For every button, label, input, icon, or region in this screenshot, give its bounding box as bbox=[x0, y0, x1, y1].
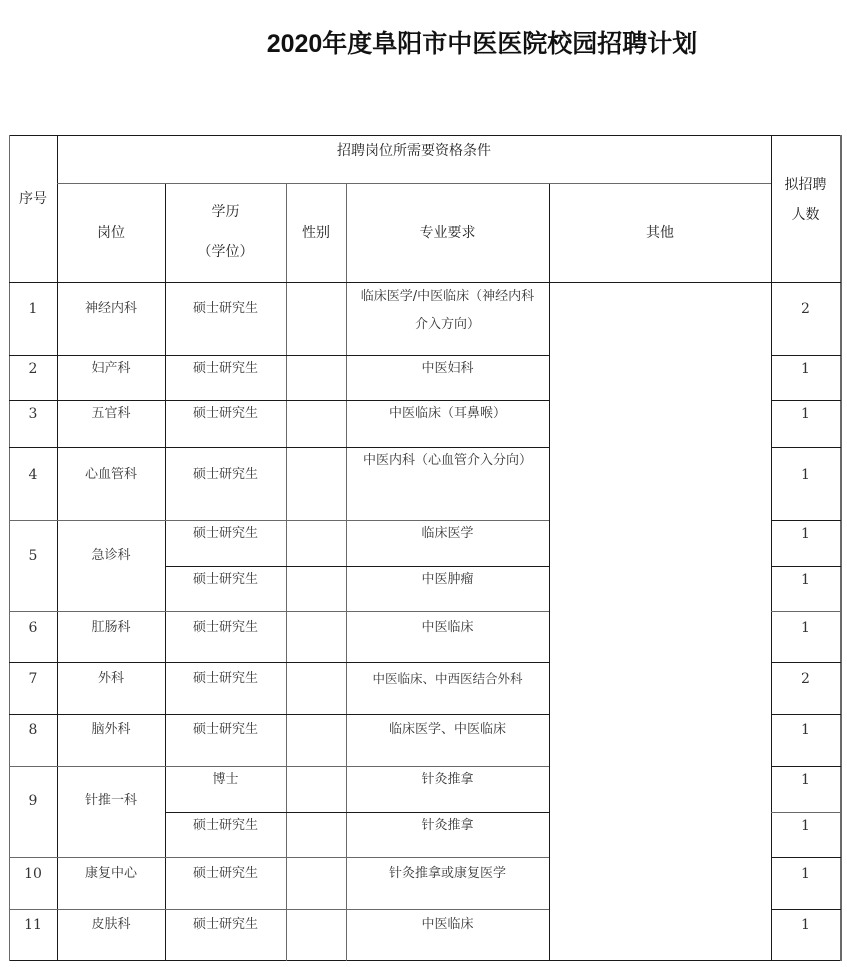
row-10-education: 硕士研究生 bbox=[192, 866, 258, 881]
hline-row10 bbox=[9, 909, 549, 910]
page-title: 2020年度阜阳市中医医院校园招聘计划 bbox=[266, 30, 698, 58]
hline-row7 bbox=[9, 714, 549, 715]
row-10-position: 康复中心 bbox=[84, 866, 137, 881]
hline-row2-count bbox=[771, 400, 841, 401]
row-5-position: 急诊科 bbox=[91, 548, 131, 563]
row-2-major: 中医妇科 bbox=[421, 361, 474, 376]
row-5a-education: 硕士研究生 bbox=[192, 526, 258, 541]
row-7-major: 中医临床、中西医结合外科 bbox=[372, 671, 523, 686]
vline-other bbox=[771, 135, 772, 961]
row-2-education: 硕士研究生 bbox=[192, 361, 258, 376]
header-count bbox=[771, 135, 840, 282]
row-9a-count: 1 bbox=[801, 772, 810, 788]
row-2-count: 1 bbox=[801, 361, 810, 377]
hline-row1-count bbox=[771, 355, 841, 356]
row-4-count: 1 bbox=[801, 467, 810, 483]
hline-row5a-count bbox=[771, 566, 841, 567]
row-5a-major: 临床医学 bbox=[421, 526, 474, 541]
table-border-bottom bbox=[9, 960, 841, 961]
vline-position bbox=[165, 183, 166, 961]
hline-row4-count bbox=[771, 520, 841, 521]
hline-row1 bbox=[9, 355, 549, 356]
hline-header-bottom bbox=[9, 282, 841, 283]
row-4-index: 4 bbox=[28, 467, 38, 483]
row-8-index: 8 bbox=[28, 722, 38, 738]
row-5-index: 5 bbox=[28, 548, 38, 564]
row-5a-count: 1 bbox=[801, 526, 810, 542]
hline-row4 bbox=[9, 520, 549, 521]
row-7-count: 2 bbox=[801, 671, 810, 687]
row-4-education: 硕士研究生 bbox=[192, 467, 258, 482]
row-4-major: 中医内科（心血管介入分向） bbox=[362, 453, 532, 468]
row-9b-major: 针灸推拿 bbox=[421, 818, 474, 833]
hline-row5 bbox=[9, 611, 549, 612]
hline-row3 bbox=[9, 447, 549, 448]
row-8-position: 脑外科 bbox=[91, 722, 131, 737]
row-10-count: 1 bbox=[801, 866, 810, 882]
row-11-index: 11 bbox=[24, 917, 42, 933]
row-7-position: 外科 bbox=[97, 671, 124, 686]
row-6-major: 中医临床 bbox=[421, 620, 474, 635]
row-1-count: 2 bbox=[801, 301, 810, 317]
row-1-major: 临床医学/中医临床（神经内科介入方向） bbox=[360, 289, 535, 332]
row-1-index: 1 bbox=[28, 301, 38, 317]
row-10-major: 针灸推拿或康复医学 bbox=[388, 866, 506, 881]
row-3-position: 五官科 bbox=[91, 406, 131, 421]
row-2-index: 2 bbox=[28, 361, 38, 377]
hline-row5-count bbox=[771, 611, 841, 612]
header-position: 岗位 bbox=[97, 224, 125, 241]
table-border-left bbox=[9, 135, 10, 961]
row-10-index: 10 bbox=[24, 866, 42, 882]
vline-index bbox=[57, 135, 58, 961]
header-gender: 性别 bbox=[302, 224, 330, 241]
table-border-top bbox=[9, 135, 841, 136]
row-3-education: 硕士研究生 bbox=[192, 406, 258, 421]
row-3-count: 1 bbox=[801, 406, 810, 422]
row-9b-count: 1 bbox=[801, 818, 810, 834]
hline-row9a bbox=[165, 812, 549, 813]
hline-subheader bbox=[57, 183, 771, 184]
table-border-right bbox=[840, 135, 842, 961]
row-9b-education: 硕士研究生 bbox=[192, 818, 258, 833]
header-group: 招聘岗位所需要资格条件 bbox=[337, 143, 491, 159]
hline-row8 bbox=[9, 766, 549, 767]
hline-row8-count bbox=[771, 766, 841, 767]
vline-major bbox=[549, 183, 550, 961]
vline-gender bbox=[346, 183, 347, 961]
header-index: 序号 bbox=[19, 191, 47, 207]
hline-row9a-count bbox=[771, 812, 841, 813]
row-7-index: 7 bbox=[28, 671, 38, 687]
row-6-index: 6 bbox=[28, 620, 38, 636]
hline-row9 bbox=[9, 857, 549, 858]
row-2-position: 妇产科 bbox=[91, 361, 131, 376]
row-3-major: 中医临床（耳鼻喉） bbox=[388, 406, 506, 421]
row-8-count: 1 bbox=[801, 722, 810, 738]
row-11-position: 皮肤科 bbox=[91, 917, 131, 932]
row-9-position: 针推一科 bbox=[84, 793, 137, 808]
hline-row10-count bbox=[771, 909, 841, 910]
row-6-education: 硕士研究生 bbox=[192, 620, 258, 635]
row-4-position: 心血管科 bbox=[84, 467, 137, 482]
row-11-major: 中医临床 bbox=[421, 917, 474, 932]
row-9a-major: 针灸推拿 bbox=[421, 772, 474, 787]
header-education-line2: （学位） bbox=[197, 244, 254, 260]
row-1-education: 硕士研究生 bbox=[192, 301, 258, 316]
row-8-major: 临床医学、中医临床 bbox=[388, 722, 506, 737]
row-9-index: 9 bbox=[28, 793, 38, 809]
header-education-line1: 学历 bbox=[211, 204, 240, 220]
hline-row6 bbox=[9, 662, 549, 663]
row-11-count: 1 bbox=[801, 917, 810, 933]
row-3-index: 3 bbox=[28, 406, 38, 422]
row-6-position: 肛肠科 bbox=[91, 620, 131, 635]
vline-education bbox=[286, 183, 287, 961]
hline-row7-count bbox=[771, 714, 841, 715]
row-1-position: 神经内科 bbox=[84, 301, 137, 316]
row-8-education: 硕士研究生 bbox=[192, 722, 258, 737]
hline-row3-count bbox=[771, 447, 841, 448]
header-count-line2: 人数 bbox=[791, 207, 820, 223]
row-11-education: 硕士研究生 bbox=[192, 917, 258, 932]
header-major: 专业要求 bbox=[419, 224, 476, 241]
hline-row6-count bbox=[771, 662, 841, 663]
row-9a-education: 博士 bbox=[212, 772, 239, 787]
row-6-count: 1 bbox=[801, 620, 810, 636]
header-count-line1: 拟招聘 bbox=[784, 177, 827, 193]
row-5b-major: 中医肿瘤 bbox=[421, 572, 474, 587]
row-5b-education: 硕士研究生 bbox=[192, 572, 258, 587]
hline-row9-count bbox=[771, 857, 841, 858]
header-other: 其他 bbox=[646, 224, 674, 241]
other-merged-cell bbox=[549, 282, 771, 960]
hline-row2 bbox=[9, 400, 549, 401]
header-education bbox=[165, 183, 286, 282]
row-7-education: 硕士研究生 bbox=[192, 671, 258, 686]
hline-row5a bbox=[165, 566, 549, 567]
row-5b-count: 1 bbox=[801, 572, 810, 588]
